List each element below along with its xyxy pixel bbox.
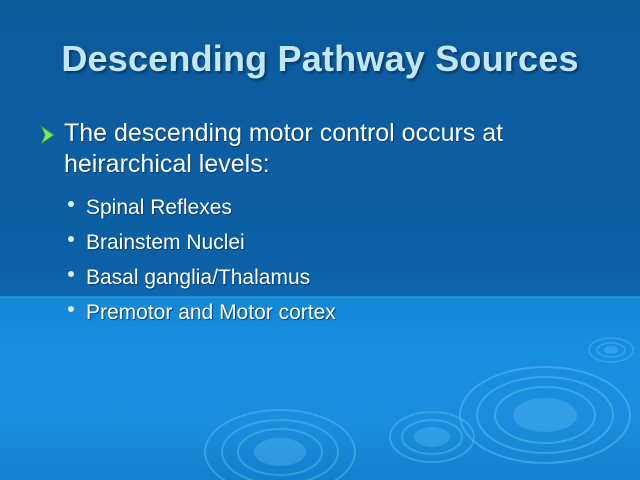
- dot-bullet-icon: [68, 236, 74, 242]
- dot-bullet-icon: [68, 271, 74, 277]
- list-item-label: Spinal Reflexes: [86, 195, 232, 219]
- main-bullet-text: The descending motor control occurs at heirarchical levels:: [64, 119, 504, 178]
- main-bullet: [38, 118, 618, 180]
- list-item-label: Premotor and Motor cortex: [86, 300, 336, 324]
- list-item: [68, 190, 618, 225]
- slide-body: [38, 118, 618, 330]
- list-item: [68, 260, 618, 295]
- list-item: [68, 225, 618, 260]
- sub-bullet-list: [38, 190, 618, 330]
- arrow-bullet-icon: [38, 124, 58, 146]
- dot-bullet-icon: [68, 306, 74, 312]
- dot-bullet-icon: [68, 201, 74, 207]
- list-item-label: Basal ganglia/Thalamus: [86, 265, 311, 289]
- slide-title: Descending Pathway Sources: [61, 38, 579, 79]
- list-item: [68, 295, 618, 330]
- list-item-label: Brainstem Nuclei: [86, 230, 245, 254]
